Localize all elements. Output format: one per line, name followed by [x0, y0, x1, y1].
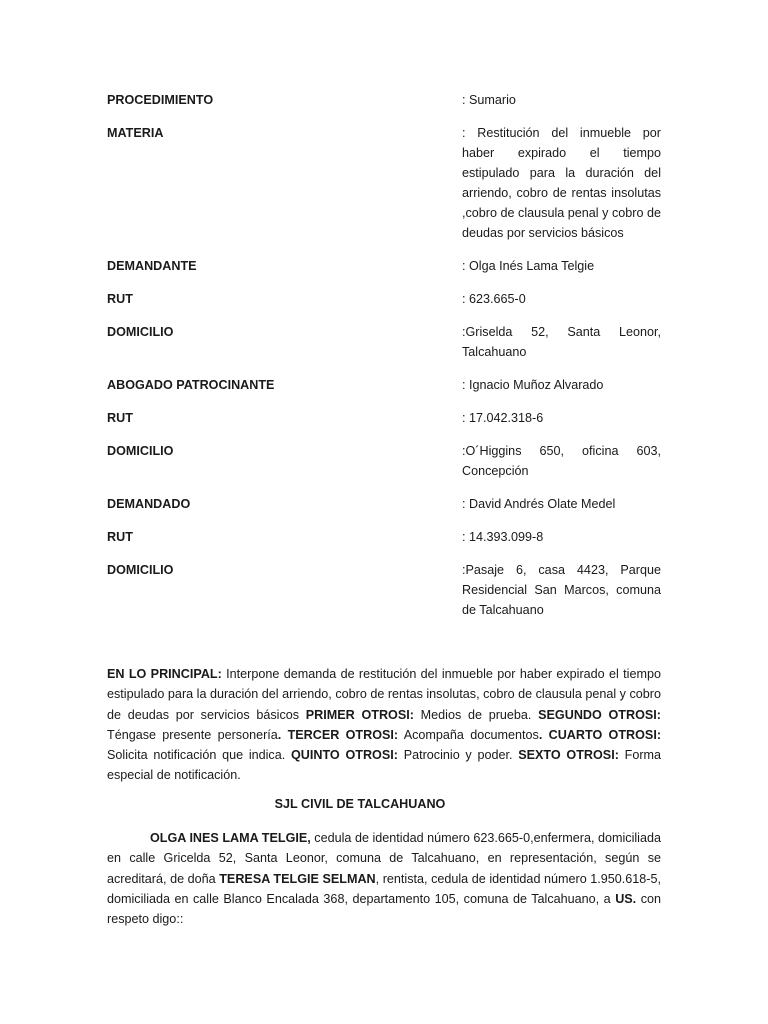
- header-value: : 14.393.099-8: [462, 530, 544, 544]
- plaintiff-name: OLGA INES LAMA TELGIE,: [150, 831, 311, 845]
- cuarto-otrosi-label: . CUARTO OTROSI:: [538, 727, 662, 742]
- header-row-domicilio-demandado: [107, 560, 661, 620]
- intro-text-1: cedula de identidad número 623.665-0,enfermera, domiciliada en calle Gricelda 52, Santa Leonor, comuna de Talcahuano, en representación, según se acreditará, de doña: [107, 831, 661, 886]
- header-value: : Sumario: [462, 93, 516, 107]
- principal-label: EN LO PRINCIPAL:: [107, 667, 222, 681]
- case-header-table: [107, 90, 661, 633]
- header-value: :O´Higgins 650, oficina 603, Concepción: [462, 444, 661, 478]
- tercer-otrosi-text: Acompaña documentos: [398, 727, 539, 742]
- header-label: DOMICILIO: [107, 563, 174, 577]
- header-value: : Ignacio Muñoz Alvarado: [462, 378, 604, 392]
- header-label: DOMICILIO: [107, 444, 174, 458]
- tercer-otrosi-label: . TERCER OTROSI:: [277, 727, 399, 742]
- header-row-materia: [107, 123, 661, 243]
- intro-text-3: con respeto digo::: [107, 891, 661, 927]
- sexto-otrosi-text: Forma especial de notificación.: [107, 748, 662, 783]
- intro-text-2: , rentista, cedula de identidad número 1.950.618-5, domiciliada en calle Blanco Encalada 368, departamento 105, comuna de Talcahuano, a: [107, 871, 662, 906]
- intro-paragraph: [107, 828, 661, 929]
- header-value: :Pasaje 6, casa 4423, Parque Residencial San Marcos, comuna de Talcahuano: [462, 563, 661, 617]
- principal-text: Interpone demanda de restitución del inmueble por haber expirado el tiempo estipulado para la duración del arriendo, cobro de rentas insolutas, cobro de clausula penal y cobro de deudas por servicios básicos: [107, 667, 661, 722]
- header-value: : David Andrés Olate Medel: [462, 497, 616, 511]
- primer-otrosi-text: Medios de prueba.: [413, 707, 539, 722]
- header-label: PROCEDIMIENTO: [107, 93, 214, 107]
- cuarto-otrosi-text: Solicita notificación que indica.: [107, 748, 291, 763]
- header-row-rut-demandante: [107, 289, 661, 309]
- header-row-rut-abogado: [107, 408, 661, 428]
- header-label: ABOGADO PATROCINANTE: [107, 378, 275, 392]
- header-label: DOMICILIO: [107, 325, 174, 339]
- header-value: : 17.042.318-6: [462, 411, 544, 425]
- segundo-otrosi-text: Téngase presente personería: [107, 727, 278, 742]
- header-row-domicilio-demandante: [107, 322, 661, 362]
- header-label: RUT: [107, 530, 133, 544]
- header-label: MATERIA: [107, 126, 164, 140]
- header-label: DEMANDANTE: [107, 259, 197, 273]
- represented-name: TERESA TELGIE SELMAN: [219, 871, 376, 886]
- primer-otrosi-label: PRIMER OTROSI:: [305, 707, 414, 722]
- header-value: : 623.665-0: [462, 292, 526, 306]
- header-label: RUT: [107, 292, 133, 306]
- segundo-otrosi-label: SEGUNDO OTROSI:: [538, 707, 661, 722]
- header-value: : Olga Inés Lama Telgie: [462, 259, 595, 273]
- header-row-rut-demandado: [107, 527, 661, 547]
- header-label: RUT: [107, 411, 133, 425]
- header-row-demandado: [107, 494, 661, 514]
- header-value: :Griselda 52, Santa Leonor, Talcahuano: [462, 325, 661, 359]
- header-label: DEMANDADO: [107, 497, 191, 511]
- sexto-otrosi-label: SEXTO OTROSI:: [518, 748, 619, 763]
- quinto-otrosi-text: Patrocinio y poder.: [397, 748, 519, 763]
- header-row-procedimiento: [107, 90, 661, 110]
- header-row-abogado: [107, 375, 661, 395]
- header-row-demandante: [107, 256, 661, 276]
- petition-summary: [107, 664, 661, 786]
- us-abbrev: US.: [615, 891, 637, 906]
- header-row-domicilio-abogado: [107, 441, 661, 481]
- header-value: : Restitución del inmueble por haber expirado el tiempo estipulado para la duración del arriendo, cobro de rentas insolutas ,cobro de clausula penal y cobro de deudas por servicios básicos: [462, 126, 661, 240]
- quinto-otrosi-label: QUINTO OTROSI:: [290, 748, 398, 763]
- court-heading: SJL CIVIL DE TALCAHUANO: [274, 797, 446, 811]
